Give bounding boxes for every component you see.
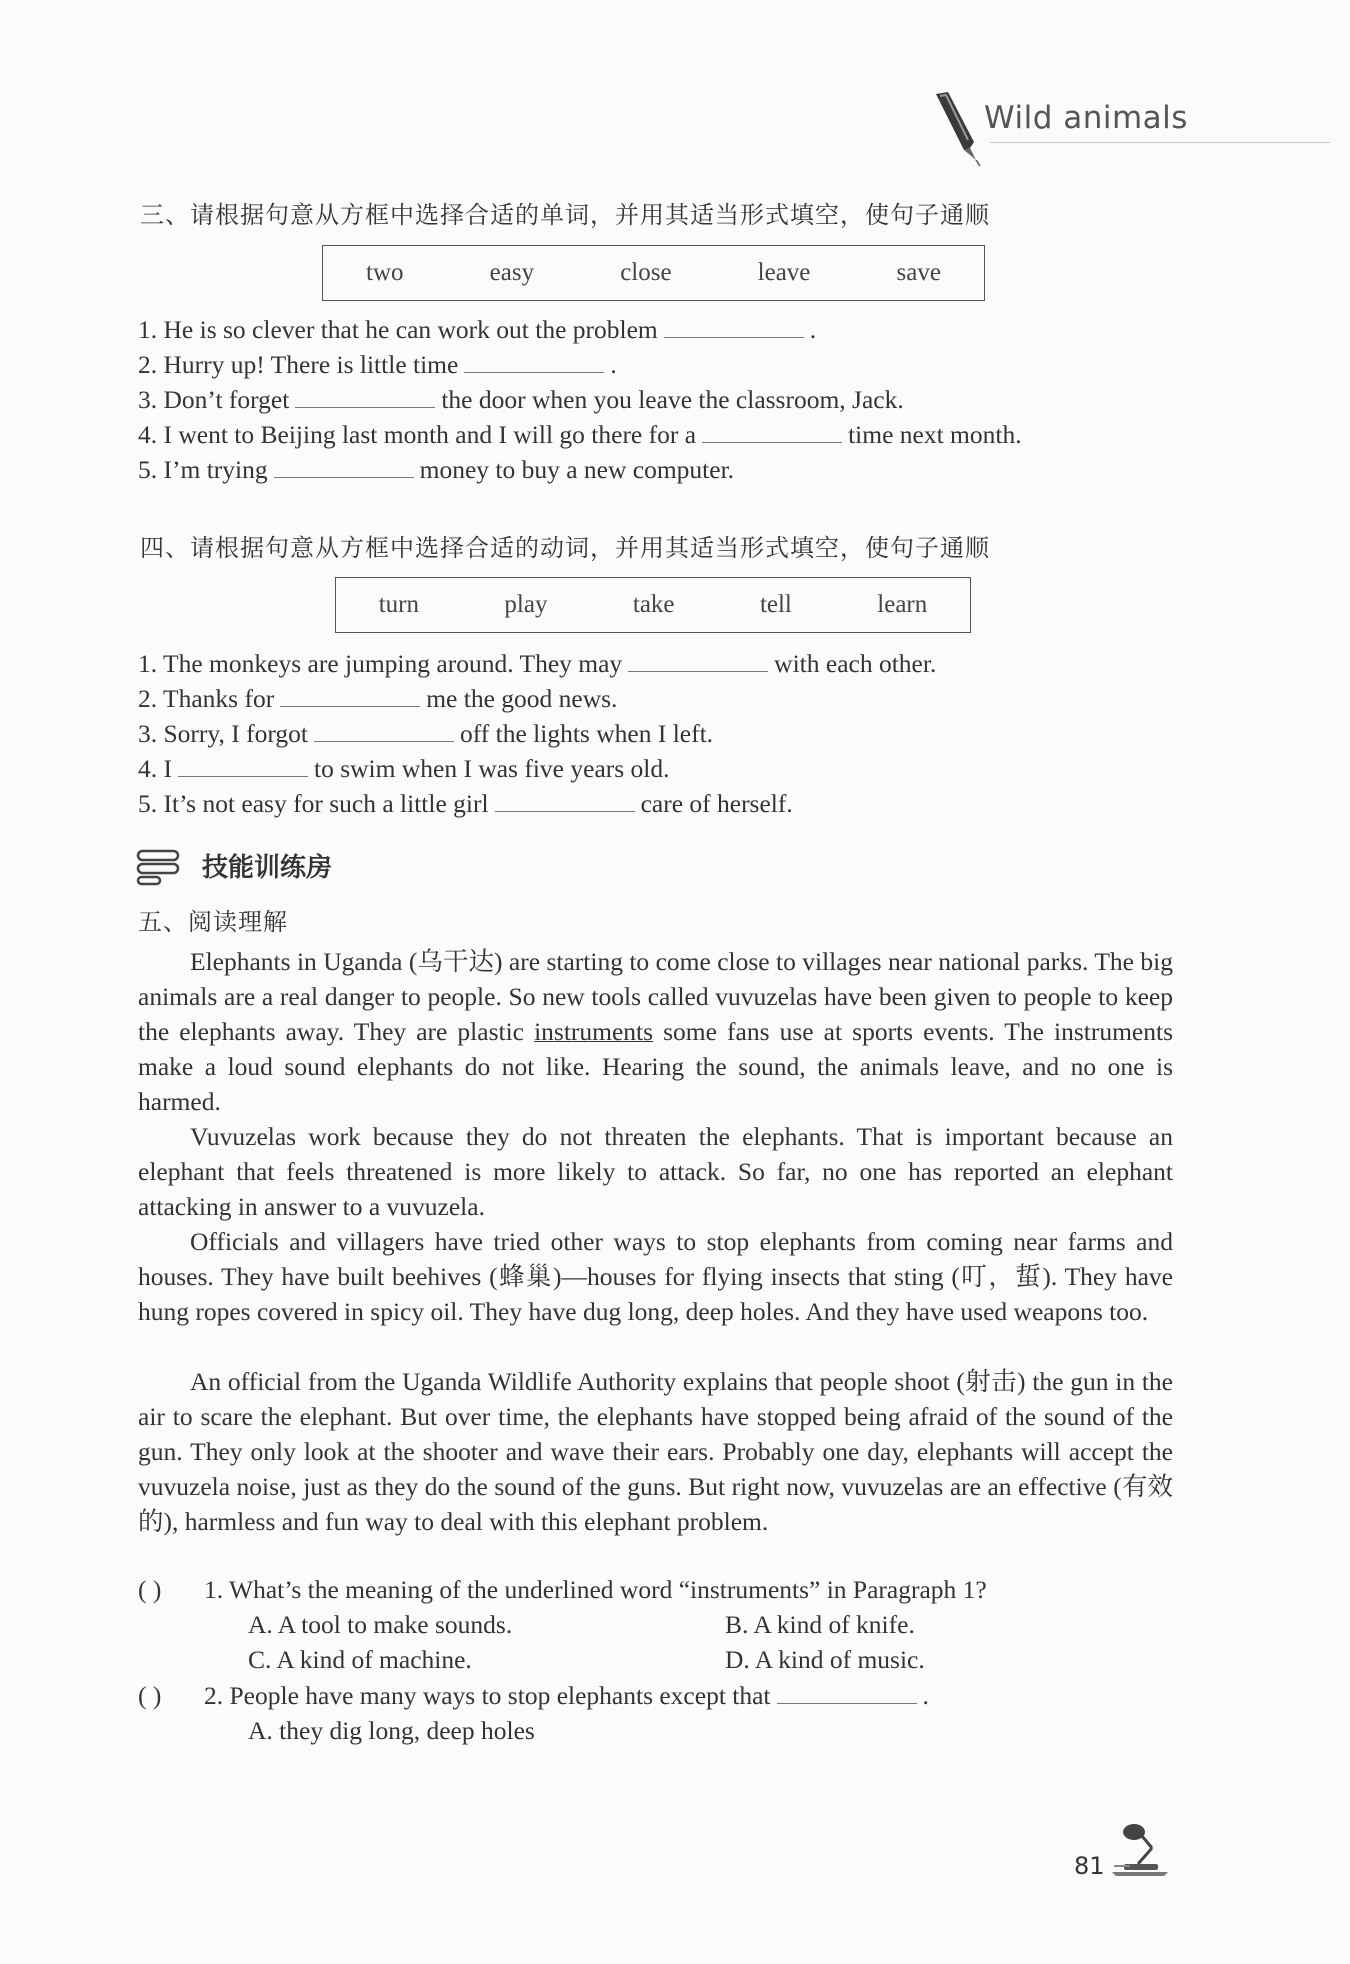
page-number: 81 <box>1074 1852 1105 1880</box>
question-2: ( ) 2. People have many ways to stop elephants except that . <box>138 1681 929 1710</box>
question-1-option-c: C. A kind of machine. <box>248 1645 472 1674</box>
section-4-item: 2. Thanks for me the good news. <box>138 684 618 713</box>
section-4-title: 四、请根据句意从方框中选择合适的动词，并用其适当形式填空，使句子通顺 <box>140 534 990 562</box>
reading-paragraph-4: An official from the Uganda Wildlife Authority explains that people shoot (射击) the gun in the air to scare the elephant. But over time, the elephants have stopped being afraid of the sound of the gun. They only look at the shooter and wave their ears. Probably one day, elephants will accept the vuvuzela noise, just as they do the sound of the guns. But right now, vuvuzelas are an effective (有效的), harmless and fun way to deal with this elephant problem. <box>138 1367 1173 1536</box>
reading-paragraph-1: Elephants in Uganda (乌干达) are starting to come close to villages near national parks. The big animals are a real danger to people. So new tools called vuvuzelas have been given to people to keep the elephants away. They are plastic instruments some fans use at sports events. The instruments make a loud sound elephants do not like. Hearing the sound, the animals leave, and no one is harmed. <box>138 947 1173 1116</box>
answer-blank[interactable] <box>464 350 604 373</box>
word-box-item: tell <box>759 591 792 618</box>
answer-blank[interactable] <box>280 684 420 707</box>
word-box-item: two <box>366 259 404 286</box>
answer-blank[interactable] <box>777 1681 917 1704</box>
section-3-item: 3. Don’t forget the door when you leave the classroom, Jack. <box>138 385 904 414</box>
lamp-icon <box>1108 1818 1172 1878</box>
answer-blank[interactable] <box>274 455 414 478</box>
word-box-item: take <box>632 591 675 618</box>
answer-blank[interactable] <box>495 789 635 812</box>
underlined-word: instruments <box>534 1017 654 1046</box>
answer-blank[interactable] <box>664 315 804 338</box>
answer-parentheses[interactable]: ( ) <box>138 1681 162 1710</box>
section-5-title: 五、阅读理解 <box>138 908 288 936</box>
section-4-item: 1. The monkeys are jumping around. They may with each other. <box>138 649 937 678</box>
word-box-item: turn <box>378 591 419 618</box>
answer-blank[interactable] <box>314 719 454 742</box>
header-title: Wild animals <box>984 100 1188 136</box>
word-box-item: close <box>620 259 672 286</box>
header-rule <box>990 142 1330 143</box>
section-4-item: 3. Sorry, I forgot off the lights when I left. <box>138 719 714 748</box>
question-2-option-a: A. they dig long, deep holes <box>248 1716 535 1745</box>
word-box-item: learn <box>877 591 928 618</box>
answer-blank[interactable] <box>295 385 435 408</box>
answer-blank[interactable] <box>702 420 842 443</box>
answer-blank[interactable] <box>628 649 768 672</box>
section-4-item: 5. It’s not easy for such a little girl care of herself. <box>138 789 793 818</box>
word-box-item: play <box>504 591 548 618</box>
answer-blank[interactable] <box>178 754 308 777</box>
question-1-option-b: B. A kind of knife. <box>725 1610 915 1639</box>
reading-paragraph-2: Vuvuzelas work because they do not threaten the elephants. That is important because an elephant that feels threatened is more likely to attack. So far, no one has reported an elephant attacking in answer to a vuvuzela. <box>138 1122 1173 1221</box>
section-3-item: 4. I went to Beijing last month and I will go there for a time next month. <box>138 420 1022 449</box>
skills-title: 技能训练房 <box>202 853 333 883</box>
word-box-item: leave <box>757 259 811 286</box>
section-3-item: 2. Hurry up! There is little time . <box>138 350 617 379</box>
pen-icon <box>930 90 986 166</box>
answer-parentheses[interactable]: ( ) <box>138 1575 162 1604</box>
reading-paragraph-3: Officials and villagers have tried other ways to stop elephants from coming near farms and houses. They have built beehives (蜂巢)—houses for flying insects that sting (叮，蜇). They have hung ropes covered in spicy oil. They have dug long, deep holes. And they have used weapons too. <box>138 1227 1173 1326</box>
question-1-option-a: A. A tool to make sounds. <box>248 1610 513 1639</box>
question-1-option-d: D. A kind of music. <box>725 1645 925 1674</box>
page-header <box>930 90 1330 150</box>
skills-icon <box>136 847 182 887</box>
section-4-item: 4. I to swim when I was five years old. <box>138 754 670 783</box>
section-3-item: 1. He is so clever that he can work out the problem . <box>138 315 817 344</box>
word-box-item: easy <box>489 259 535 286</box>
question-1: ( ) 1. What’s the meaning of the underlined word “instruments” in Paragraph 1? <box>138 1575 987 1604</box>
section-3-title: 三、请根据句意从方框中选择合适的单词，并用其适当形式填空，使句子通顺 <box>140 201 990 229</box>
section-3-item: 5. I’m trying money to buy a new computer. <box>138 455 735 484</box>
section-3-word-box <box>322 245 985 301</box>
word-box-item: save <box>896 259 941 286</box>
section-4-word-box <box>335 577 971 633</box>
